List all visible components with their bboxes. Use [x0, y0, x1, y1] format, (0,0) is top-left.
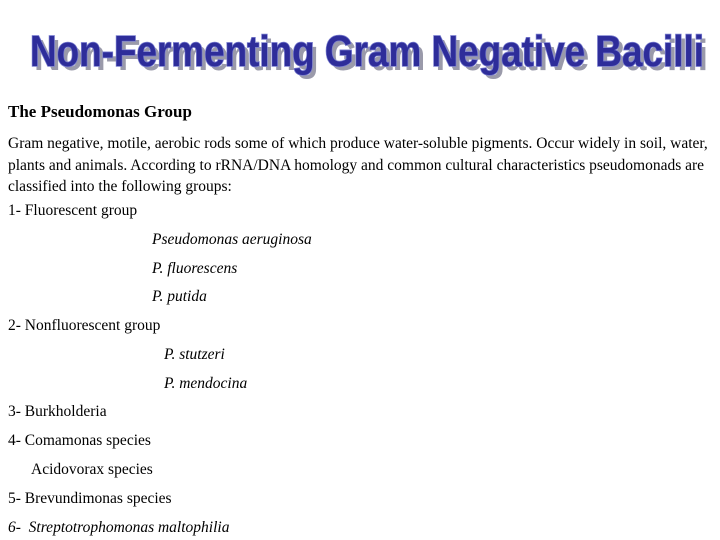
intro-paragraph: Gram negative, motile, aerobic rods some of which produce water-soluble pigments. Occur widely in soil, water, plants and animals. According to rRNA/DNA homology and common cultural characteristics pseudomonads are classified into the following groups:: [8, 135, 708, 195]
group-1-species-2: P. fluorescens: [152, 260, 238, 277]
group-1-species-1: Pseudomonas aeruginosa: [152, 231, 312, 248]
slide-title: Non-Fermenting Gram Negative Bacilli: [30, 27, 704, 76]
group-2-species-2: P. mendocina: [164, 375, 248, 392]
group-6-name: Streptotrophomonas maltophilia: [28, 519, 230, 536]
group-2-species-1: P. stutzeri: [164, 346, 225, 363]
group-1-label: 1- Fluorescent group: [8, 202, 138, 219]
group-4-label: 4- Comamonas species: [8, 432, 151, 449]
group-4-sub: Acidovorax species: [31, 461, 153, 478]
group-3-label: 3- Burkholderia: [8, 403, 107, 420]
group-5-label: 5- Brevundimonas species: [8, 490, 172, 507]
slide-title-wordart: [0, 22, 720, 86]
group-6-label: [8, 518, 229, 538]
section-heading: The Pseudomonas Group: [8, 102, 192, 121]
group-1-species-3: P. putida: [152, 288, 207, 305]
title-shadow: Non-Fermenting Gram Negative Bacilli: [34, 31, 708, 80]
group-2-label: 2- Nonfluorescent group: [8, 317, 161, 334]
group-6-number: 6-: [8, 519, 21, 536]
